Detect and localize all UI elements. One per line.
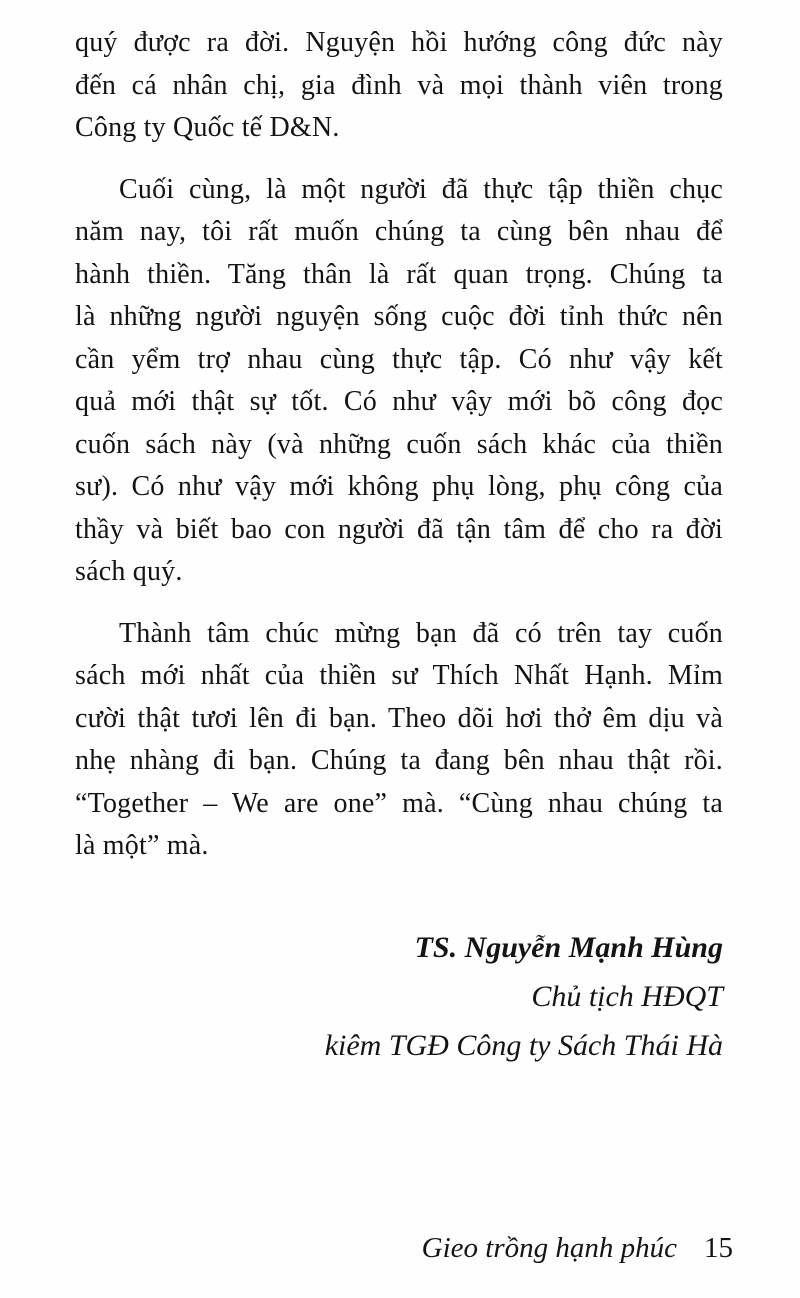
signature-author-name: TS. Nguyễn Mạnh Hùng — [414, 931, 723, 964]
text-line: năm nay, tôi rất muốn chúng ta cùng bên nhau để — [75, 216, 723, 247]
text-line: cuốn sách này (và những cuốn sách khác của thiền — [75, 428, 723, 460]
signature-role-line: Chủ tịch HĐQT — [531, 980, 723, 1013]
text-line: Thành tâm chúc mừng bạn đã có trên tay cuốn — [119, 617, 723, 649]
text-line: quả mới thật sự tốt. Có như vậy mới bõ công đọc — [75, 386, 723, 417]
text-line: hành thiền. Tăng thân là rất quan trọng. Chúng ta — [75, 258, 723, 290]
text-line: cần yểm trợ nhau cùng thực tập. Có như vậy kết — [75, 343, 723, 375]
text-line: “Together – We are one” mà. “Cùng nhau chúng ta — [75, 787, 723, 819]
text-line: sư). Có như vậy mới không phụ lòng, phụ công của — [75, 471, 723, 502]
text-line: Công ty Quốc tế D&N. — [75, 112, 340, 143]
paragraph — [75, 169, 723, 594]
text-line: đến cá nhân chị, gia đình và mọi thành viên trong — [75, 69, 723, 101]
text-line: thầy và biết bao con người đã tận tâm để cho ra đời — [75, 513, 723, 545]
signature-block — [325, 923, 723, 1070]
text-line: quý được ra đời. Nguyện hồi hướng công đức này — [75, 27, 723, 58]
signature-role-line: kiêm TGĐ Công ty Sách Thái Hà — [324, 1029, 723, 1062]
footer-book-title: Gieo trồng hạnh phúc — [421, 1232, 677, 1264]
text-line: nhẹ nhàng đi bạn. Chúng ta đang bên nhau thật rồi. — [75, 745, 723, 776]
text-line: sách quý. — [75, 556, 183, 587]
page-footer — [422, 1228, 733, 1268]
text-line: sách mới nhất của thiền sư Thích Nhất Hạnh. Mỉm — [75, 660, 723, 691]
text-line: là một” mà. — [75, 830, 209, 861]
paragraph — [75, 613, 723, 868]
text-line: cười thật tươi lên đi bạn. Theo dõi hơi thở êm dịu và — [75, 702, 723, 734]
text-line: Cuối cùng, là một người đã thực tập thiền chục — [119, 173, 723, 205]
paragraph — [75, 22, 723, 150]
page-body-text — [75, 22, 723, 868]
footer-page-number: 15 — [704, 1232, 733, 1264]
text-line: là những người nguyện sống cuộc đời tỉnh thức nên — [75, 301, 723, 332]
